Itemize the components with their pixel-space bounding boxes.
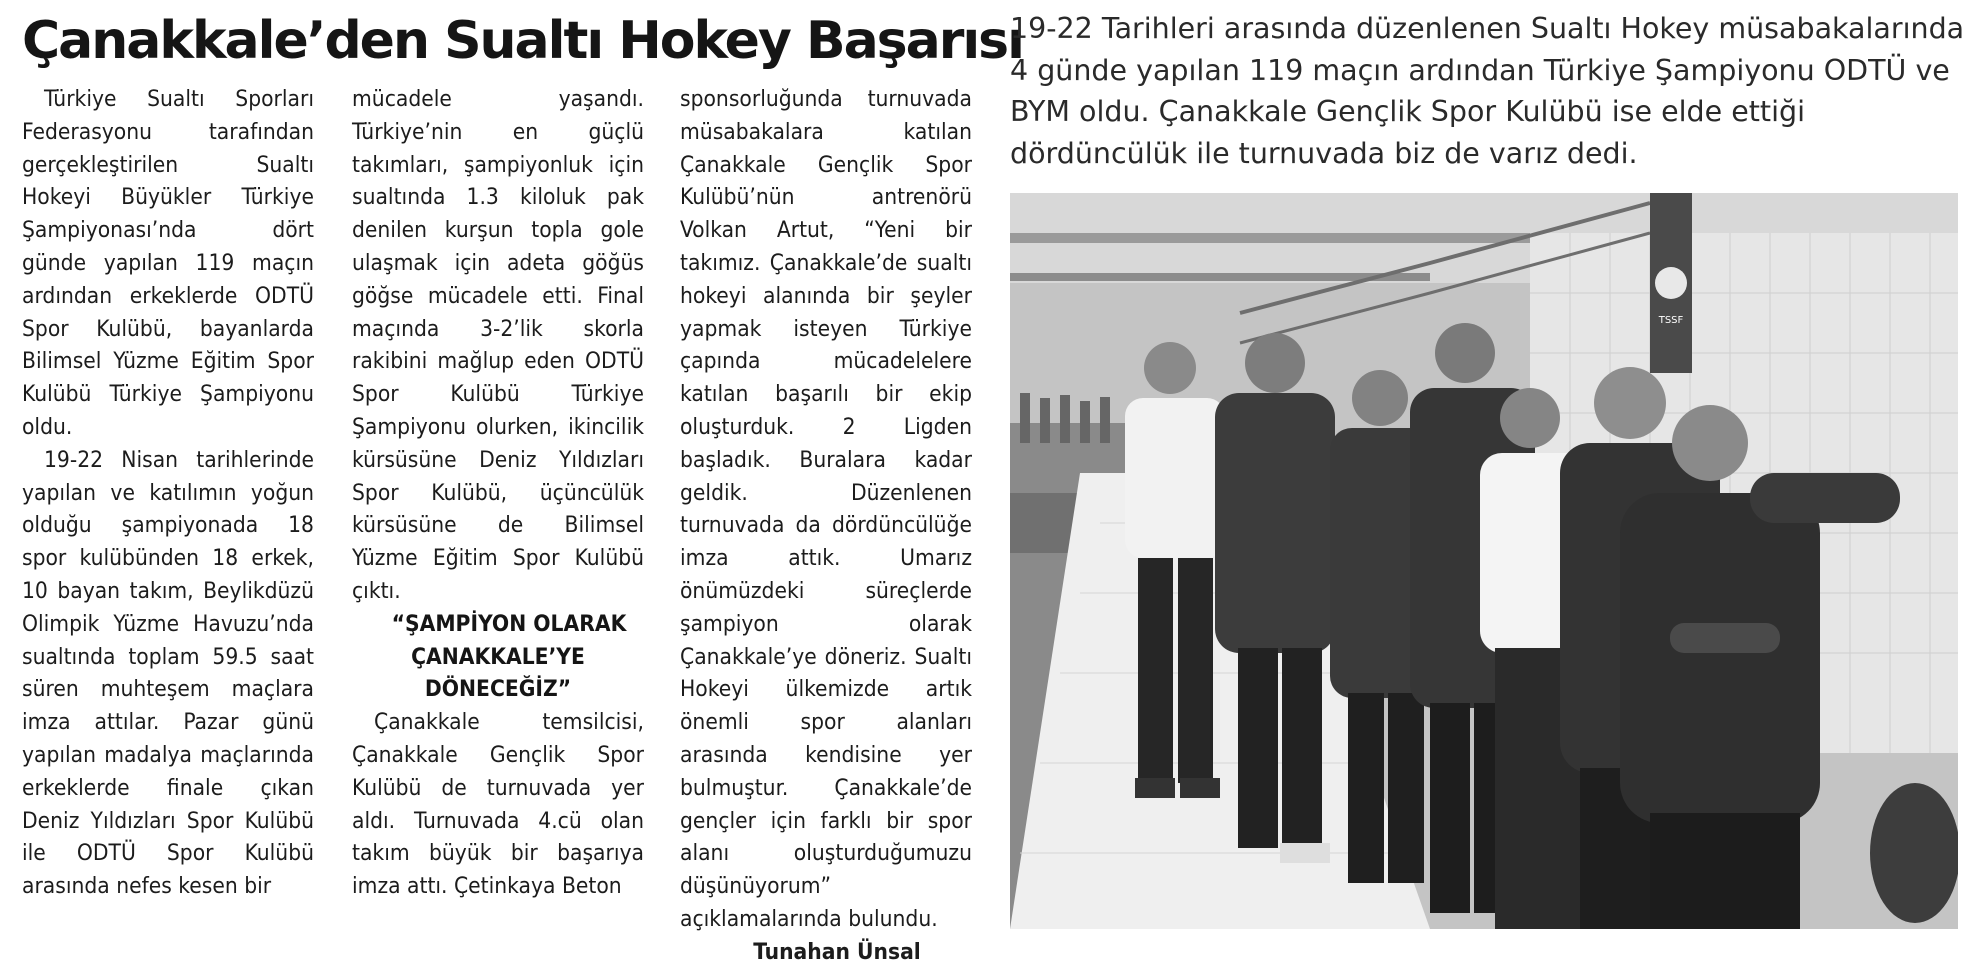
- team-photo-illustration: [1010, 193, 1958, 929]
- banner-logo-text: TSSF: [1658, 315, 1684, 326]
- paragraph-2: 19-22 Nisan tarihlerinde yapılan ve katılımın yoğun olduğu şampiyonada 18 spor kulübünden 18 erkek, 10 bayan takım, Beylikdüzü Olimpik Yüzme Havuzu’nda sualtında toplam 59.5 saat süren muhteşem maçlara imza attılar. Pazar günü yapılan madalya maçlarında erkeklerde finale çıkan Deniz Yıldızları Spor Kulübü ile ODTÜ Spor Kulübü arasında nefes kesen bir: [22, 446, 314, 900]
- article-headline: Çanakkale’den Sualtı Hokey Başarısı: [22, 11, 1023, 71]
- paragraph-3: sponsorluğunda turnuvada müsabakalara katılan Çanakkale Gençlik Spor Kulübü’nün antrenörü Volkan Artut, “Yeni bir takımız. Çanakkale’de sualtı hokeyi alanında bir şeyler yapmak isteyen Türkiye çapında mücadelelere katılan başarılı bir ekip oluşturduk. 2 Ligden başladık. Buralara kadar geldik. Düzenlenen turnuvada da dördüncülüğe imza attık. Umarız önümüzdeki süreçlerde şampiyon olarak Çanakkale’ye döneriz. Sualtı Hokeyi ülkemizde artık önemli spor alanları arasında kendisine yer bulmuştur. Çanakkale’de gençler için farklı bir spor alanı oluşturduğumuzu düşünüyorum” açıklamalarında bulundu.: [680, 86, 972, 932]
- author-name: Tunahan Ünsal: [753, 938, 921, 965]
- article-column-3: [680, 83, 972, 969]
- article-lead: 19-22 Tarihleri arasında düzenlenen Sualtı Hokey müsabakalarında 4 günde yapılan 119 maçın ardından Türkiye Şampiyonu ODTÜ ve BYM oldu. Çanakkale Gençlik Spor Kulübü ise elde ettiği dördüncülük ile turnuvada biz de varız dedi.: [1010, 12, 1965, 170]
- article-column-1: [22, 83, 314, 903]
- article-column-2: [352, 83, 644, 903]
- article-subheading: “ŞAMPİYON OLARAK ÇANAKKALE’YE DÖNECEĞİZ”: [391, 610, 627, 703]
- team-photo: [1010, 193, 1958, 929]
- paragraph-2: mücadele yaşandı. Türkiye’nin en güçlü takımları, şampiyonluk için sualtında 1.3 kiloluk pak denilen kurşun topla gole ulaşmak için adeta göğüs göğse mücadele etti. Final maçında 3-2’lik skorla rakibini mağlup eden ODTÜ Spor Kulübü Türkiye Şampiyonu olurken, ikincilik kürsüsüne Deniz Yıldızları Spor Kulübü, üçüncülük kürsüsüne de Bilimsel Yüzme Eğitim Spor Kulübü çıktı.: [352, 86, 644, 604]
- paragraph-3: Çanakkale temsilcisi, Çanakkale Gençlik Spor Kulübü de turnuvada yer aldı. Turnuvada 4.cü olan takım büyük bir başarıya imza attı. Çetinkaya Beton: [352, 709, 644, 900]
- paragraph-1: Türkiye Sualtı Sporları Federasyonu tarafından gerçekleştirilen Sualtı Hokeyi Büyükler Türkiye Şampiyonası’nda dört günde yapılan 119 maçın ardından erkeklerde ODTÜ Spor Kulübü, bayanlarda Bilimsel Yüzme Eğitim Spor Kulübü Türkiye Şampiyonu oldu.: [22, 86, 314, 440]
